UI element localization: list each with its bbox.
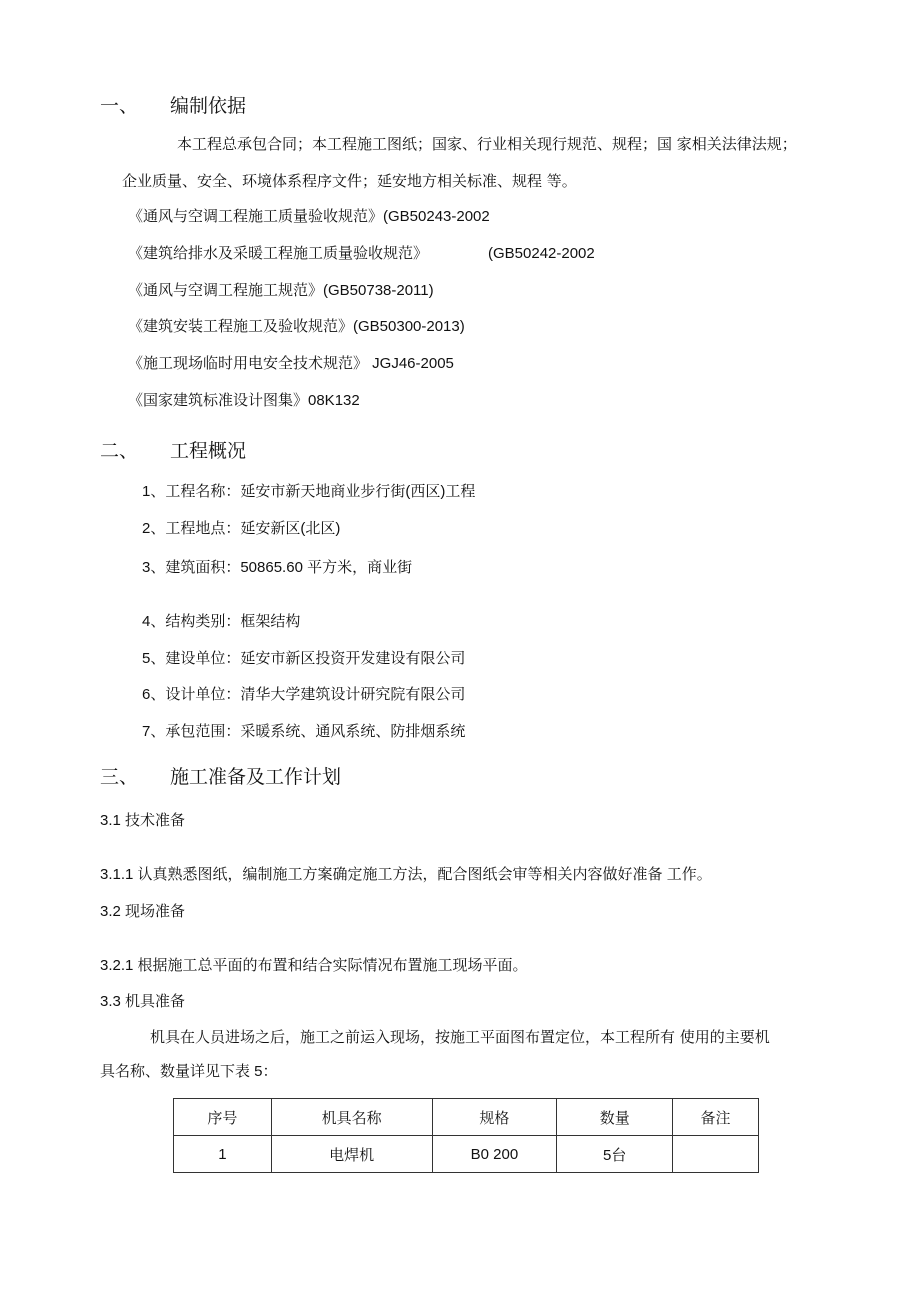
machine-table xyxy=(173,1098,759,1173)
reference-item: 《施工现场临时用电安全技术规范》 JGJ46-2005 xyxy=(128,355,454,372)
section-3-title: 施工准备及工作计划 xyxy=(170,766,342,788)
table-cell xyxy=(673,1136,759,1173)
reference-item: 《建筑给排水及采暖工程施工质量验收规范》 xyxy=(128,245,429,262)
reference-item: 《通风与空调工程施工质量验收规范》(GB50243-2002 xyxy=(128,208,490,225)
subsection-3-2-1-paragraph: 3.2.1 根据施工总平面的布置和结合实际情况布置施工现场平面。 xyxy=(100,957,528,974)
section-1-number: 一、 xyxy=(100,95,139,117)
subsection-3-1-1-paragraph: 3.1.1 认真熟悉图纸，编制施工方案确定施工方法，配合图纸会审等相关内容做好准备 工作。 xyxy=(100,866,712,883)
overview-item: 3、建筑面积：50865.60 平方米，商业街 xyxy=(142,559,413,576)
section-1-title: 编制依据 xyxy=(170,95,247,117)
table-row xyxy=(174,1136,759,1173)
subsection-3-3-heading: 3.3 机具准备 xyxy=(100,993,186,1010)
overview-item: 6、设计单位：清华大学建筑设计研究院有限公司 xyxy=(142,686,466,703)
subsection-3-3-paragraph-line-2: 具名称、数量详见下表 5： xyxy=(100,1063,278,1080)
reference-item: 《通风与空调工程施工规范》(GB50738-2011) xyxy=(128,282,434,299)
section-3-number: 三、 xyxy=(100,766,139,788)
table-cell: 5台 xyxy=(557,1136,673,1173)
table-header-row xyxy=(174,1099,759,1136)
table-cell: 电焊机 xyxy=(271,1136,432,1173)
table-header-cell: 规格 xyxy=(432,1099,557,1136)
table-cell: B0 200 xyxy=(432,1136,557,1173)
section-2-number: 二、 xyxy=(100,440,139,462)
overview-item: 1、工程名称：延安市新天地商业步行街(西区)工程 xyxy=(142,483,476,500)
section-1-paragraph-2: 企业质量、安全、环境体系程序文件；延安地方相关标准、规程 等。 xyxy=(122,172,577,190)
table-cell: 1 xyxy=(174,1136,272,1173)
table-header-cell: 机具名称 xyxy=(271,1099,432,1136)
reference-item: 《国家建筑标准设计图集》08K132 xyxy=(128,392,360,409)
subsection-3-2-heading: 3.2 现场准备 xyxy=(100,903,186,920)
section-2-title: 工程概况 xyxy=(170,440,247,462)
table-header-cell: 序号 xyxy=(174,1099,272,1136)
subsection-3-1-heading: 3.1 技术准备 xyxy=(100,812,186,829)
overview-item: 4、结构类别：框架结构 xyxy=(142,613,301,630)
section-1-paragraph-1: 本工程总承包合同；本工程施工图纸；国家、行业相关现行规范、规程；国 家相关法律法规； xyxy=(177,135,797,153)
reference-item: 《建筑安装工程施工及验收规范》(GB50300-2013) xyxy=(128,318,465,335)
overview-item: 5、建设单位：延安市新区投资开发建设有限公司 xyxy=(142,650,466,667)
table-header-cell: 数量 xyxy=(557,1099,673,1136)
table-header-cell: 备注 xyxy=(673,1099,759,1136)
subsection-3-3-paragraph-line-1: 机具在人员进场之后，施工之前运入现场，按施工平面图布置定位，本工程所有 使用的主要机 xyxy=(150,1028,770,1046)
overview-item: 7、承包范围：采暖系统、通风系统、防排烟系统 xyxy=(142,723,466,740)
reference-item-code: (GB50242-2002 xyxy=(488,245,595,262)
overview-item: 2、工程地点：延安新区(北区) xyxy=(142,520,341,537)
